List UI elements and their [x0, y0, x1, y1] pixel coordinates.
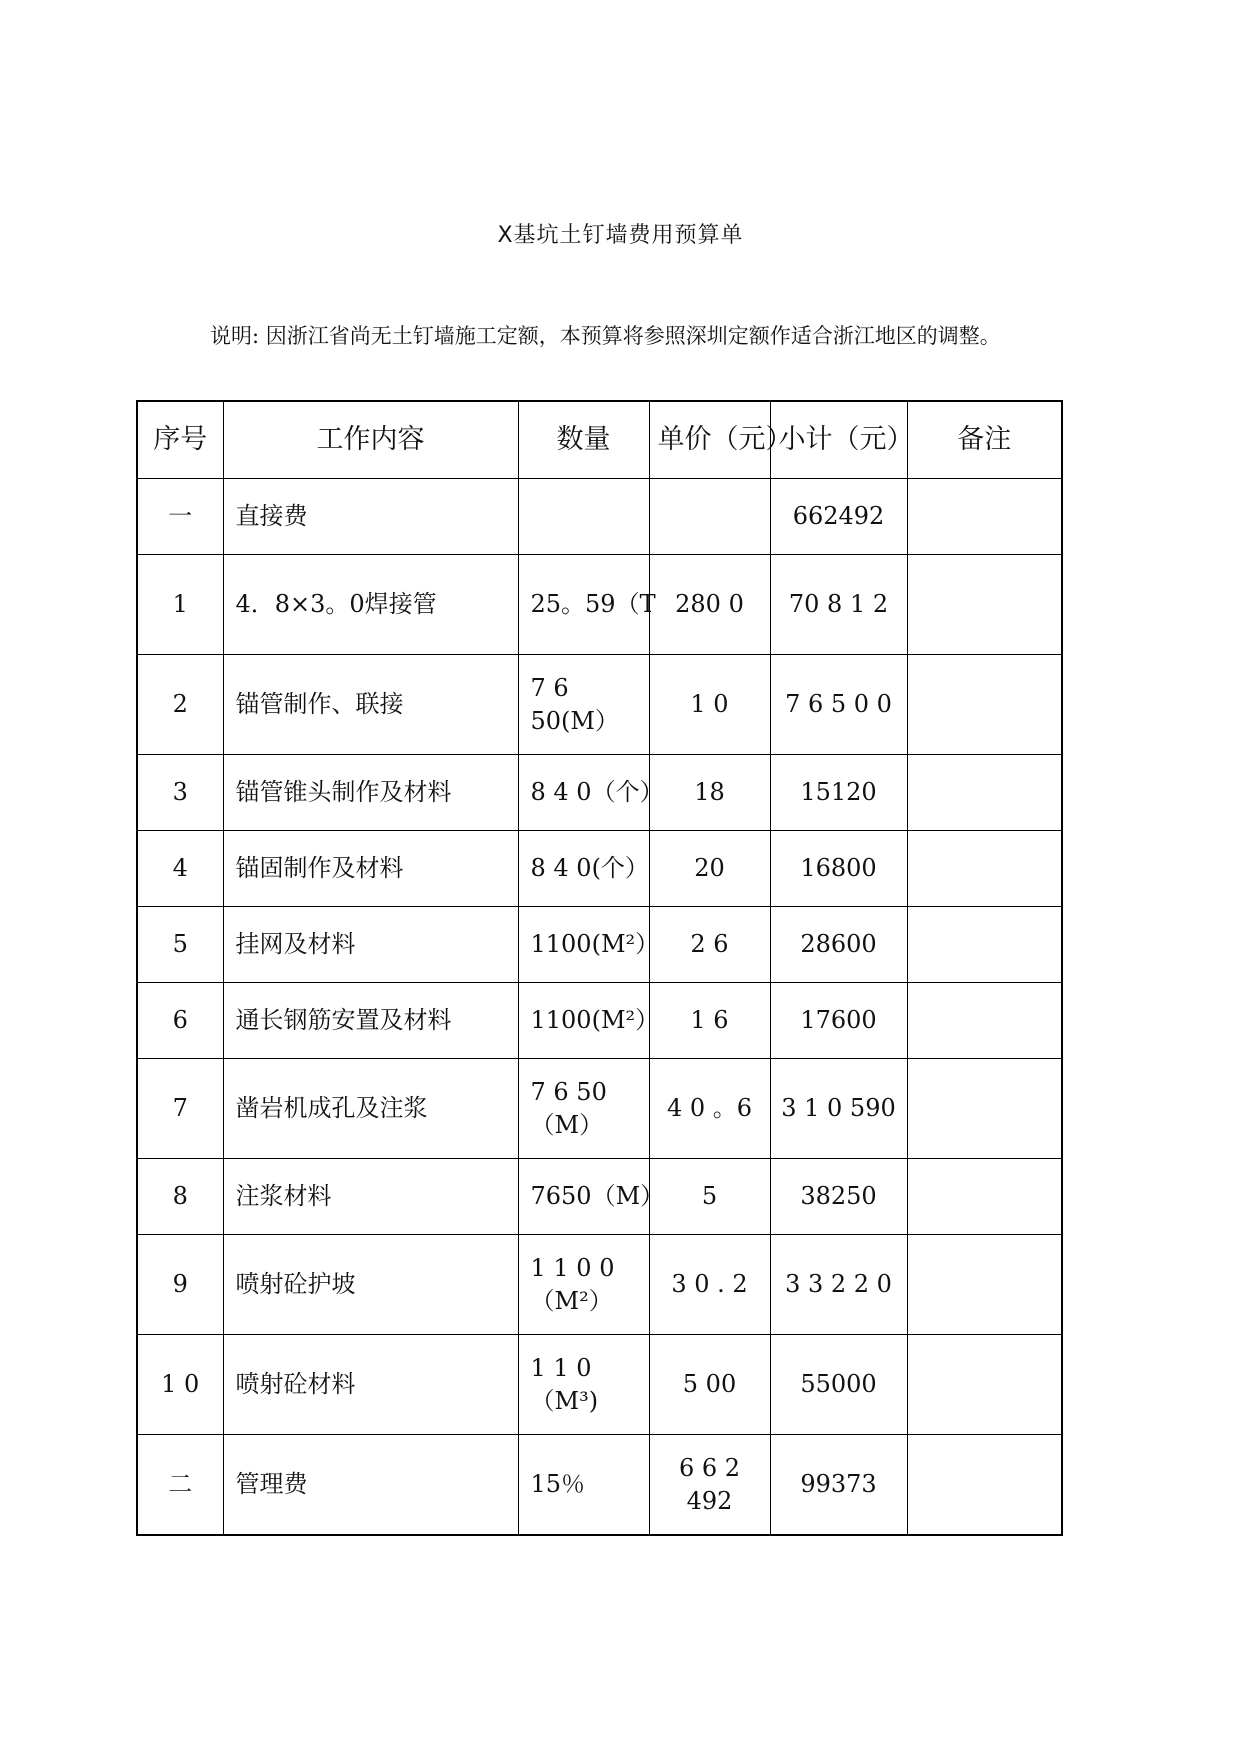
- cell-remark: [907, 755, 1062, 831]
- table-row: [137, 907, 1062, 983]
- cell-index: 二: [137, 1435, 223, 1536]
- cell-remark: [907, 479, 1062, 555]
- cell-subtotal: 38250: [770, 1159, 907, 1235]
- cell-content: 4．8×3。0焊接管: [223, 555, 518, 655]
- cell-quantity: 25。59（T: [518, 555, 649, 655]
- cell-unit-price: 18: [649, 755, 770, 831]
- cell-index: 7: [137, 1059, 223, 1159]
- cell-index: 4: [137, 831, 223, 907]
- cell-remark: [907, 1159, 1062, 1235]
- cell-content: 锚管制作、联接: [223, 655, 518, 755]
- cell-content: 直接费: [223, 479, 518, 555]
- table-row: [137, 1159, 1062, 1235]
- cell-subtotal: 3 3 2 2 0: [770, 1235, 907, 1335]
- cell-subtotal: 17600: [770, 983, 907, 1059]
- table-row: [137, 831, 1062, 907]
- table-header-row: [137, 401, 1062, 479]
- cell-index: 6: [137, 983, 223, 1059]
- cell-remark: [907, 1335, 1062, 1435]
- cell-subtotal: 99373: [770, 1435, 907, 1536]
- cell-remark: [907, 831, 1062, 907]
- cell-content: 喷射砼护坡: [223, 1235, 518, 1335]
- cell-quantity: 8 4 0（个）: [518, 755, 649, 831]
- budget-table: [136, 400, 1063, 1536]
- cell-remark: [907, 907, 1062, 983]
- table-row: [137, 1059, 1062, 1159]
- cell-content: 管理费: [223, 1435, 518, 1536]
- cell-content: 挂网及材料: [223, 907, 518, 983]
- table-row: [137, 555, 1062, 655]
- header-unit-price: 单价（元）: [649, 401, 770, 479]
- header-remark: 备注: [907, 401, 1062, 479]
- cell-subtotal: 70 8 1 2: [770, 555, 907, 655]
- cell-index: 1 0: [137, 1335, 223, 1435]
- cell-quantity: 7 6 50(M）: [518, 655, 649, 755]
- cell-unit-price: 5: [649, 1159, 770, 1235]
- cell-content: 锚管锥头制作及材料: [223, 755, 518, 831]
- cell-unit-price: [649, 479, 770, 555]
- header-subtotal: 小计（元）: [770, 401, 907, 479]
- cell-index: 9: [137, 1235, 223, 1335]
- table-row: [137, 1435, 1062, 1536]
- cell-unit-price: 5 00: [649, 1335, 770, 1435]
- cell-quantity: 1 1 0 0（M²）: [518, 1235, 649, 1335]
- table-row: [137, 1235, 1062, 1335]
- cell-unit-price: 2 6: [649, 907, 770, 983]
- header-quantity: 数量: [518, 401, 649, 479]
- cell-unit-price: 3 0 . 2: [649, 1235, 770, 1335]
- cell-content: 锚固制作及材料: [223, 831, 518, 907]
- table-row: [137, 755, 1062, 831]
- cell-unit-price: 280 0: [649, 555, 770, 655]
- cell-quantity: 1100(M²）: [518, 907, 649, 983]
- cell-index: 1: [137, 555, 223, 655]
- cell-content: 注浆材料: [223, 1159, 518, 1235]
- cell-unit-price: 1 6: [649, 983, 770, 1059]
- cell-remark: [907, 1235, 1062, 1335]
- cell-content: 喷射砼材料: [223, 1335, 518, 1435]
- header-index: 序号: [137, 401, 223, 479]
- cell-index: 3: [137, 755, 223, 831]
- cell-quantity: 7650（M）: [518, 1159, 649, 1235]
- cell-subtotal: 15120: [770, 755, 907, 831]
- cell-subtotal: 7 6 5 0 0: [770, 655, 907, 755]
- cell-subtotal: 16800: [770, 831, 907, 907]
- cell-subtotal: 3 1 0 590: [770, 1059, 907, 1159]
- cell-unit-price: 20: [649, 831, 770, 907]
- table-row: [137, 479, 1062, 555]
- header-content: 工作内容: [223, 401, 518, 479]
- cell-content: 通长钢筋安置及材料: [223, 983, 518, 1059]
- cell-remark: [907, 1435, 1062, 1536]
- cell-quantity: 7 6 50（M）: [518, 1059, 649, 1159]
- document-note: 说明: 因浙江省尚无土钉墙施工定额，本预算将参照深圳定额作适合浙江地区的调整。: [210, 324, 1001, 348]
- cell-quantity: 8 4 0(个）: [518, 831, 649, 907]
- cell-remark: [907, 1059, 1062, 1159]
- cell-subtotal: 662492: [770, 479, 907, 555]
- cell-subtotal: 28600: [770, 907, 907, 983]
- cell-unit-price: 1 0: [649, 655, 770, 755]
- document-title: Ⅹ基坑土钉墙费用预算单: [497, 223, 744, 248]
- cell-quantity: [518, 479, 649, 555]
- cell-remark: [907, 983, 1062, 1059]
- cell-index: 一: [137, 479, 223, 555]
- cell-unit-price: 4 0 。6: [649, 1059, 770, 1159]
- cell-index: 5: [137, 907, 223, 983]
- cell-quantity: 15％: [518, 1435, 649, 1536]
- table-row: [137, 1335, 1062, 1435]
- cell-remark: [907, 655, 1062, 755]
- cell-subtotal: 55000: [770, 1335, 907, 1435]
- cell-index: 8: [137, 1159, 223, 1235]
- cell-unit-price: 6 6 2 492: [649, 1435, 770, 1536]
- cell-quantity: 1100(M²）: [518, 983, 649, 1059]
- table-row: [137, 655, 1062, 755]
- cell-content: 凿岩机成孔及注浆: [223, 1059, 518, 1159]
- cell-quantity: 1 1 0（M³): [518, 1335, 649, 1435]
- cell-index: 2: [137, 655, 223, 755]
- table-row: [137, 983, 1062, 1059]
- cell-remark: [907, 555, 1062, 655]
